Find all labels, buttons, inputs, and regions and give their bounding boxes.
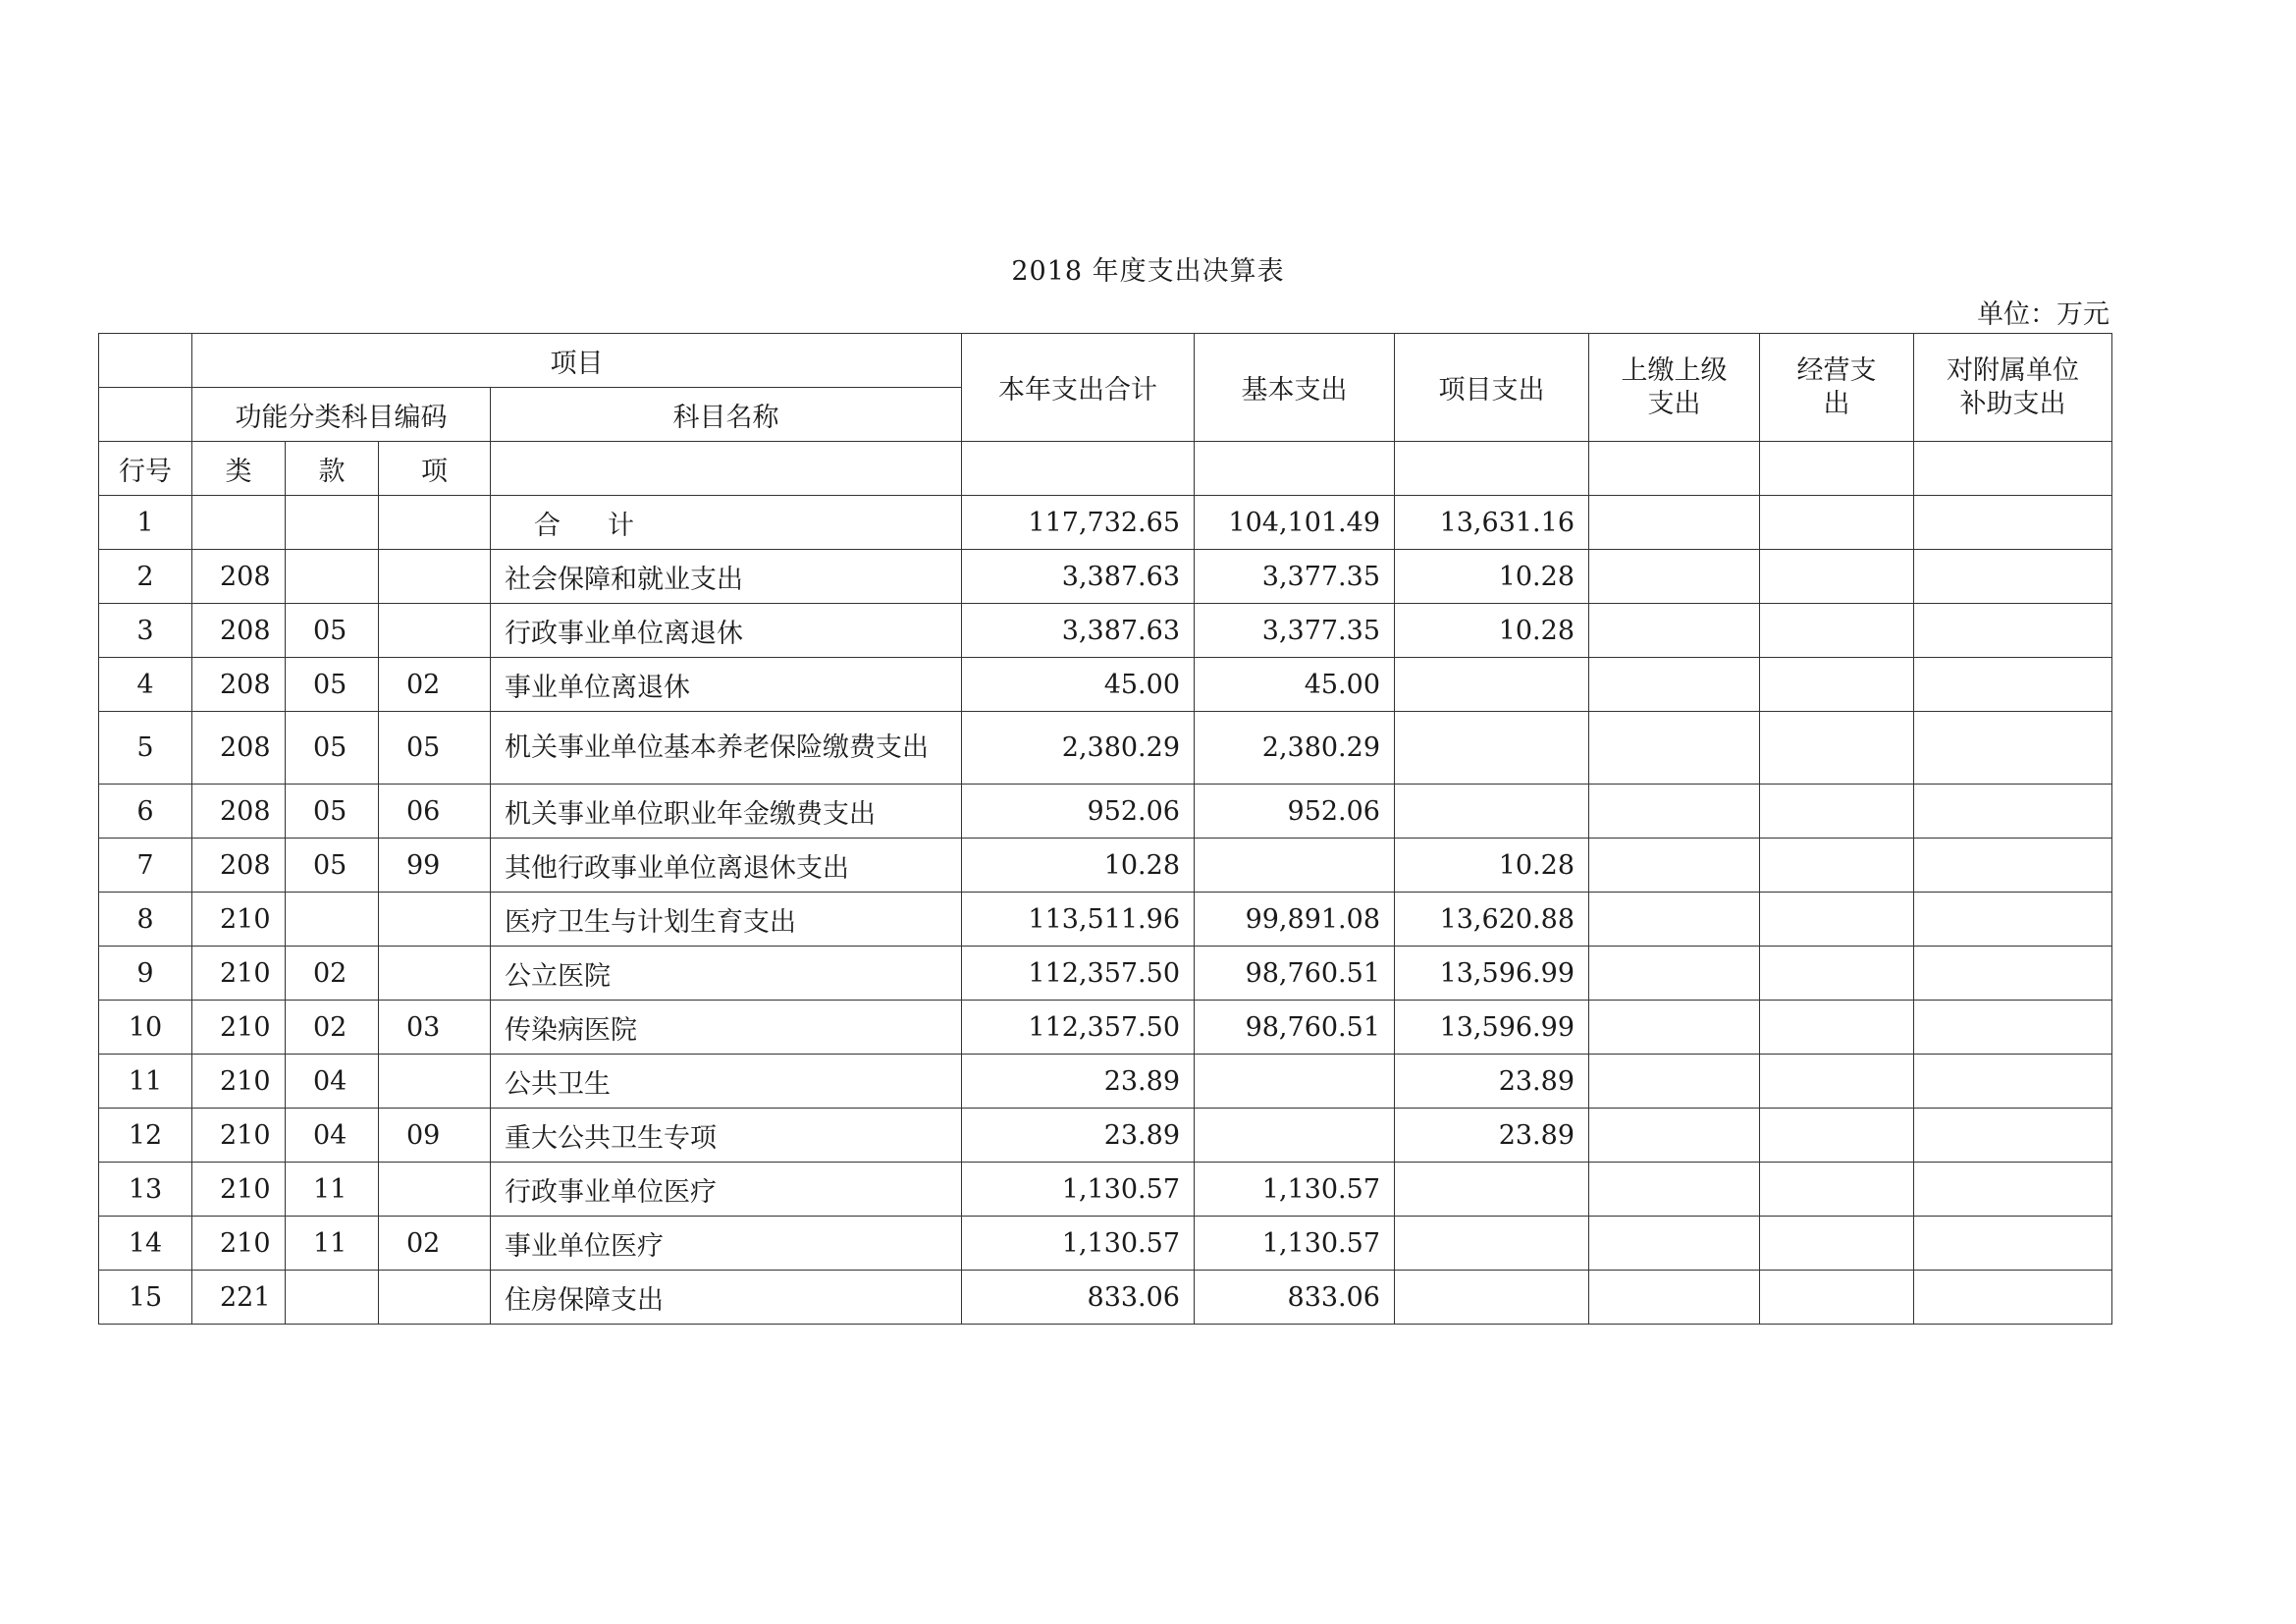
basic-cell: 1,130.57: [1195, 1163, 1395, 1217]
header-total: 本年支出合计: [962, 334, 1195, 442]
upper-cell: [1589, 893, 1760, 947]
basic-cell: [1195, 1055, 1395, 1109]
basic-cell: 1,130.57: [1195, 1217, 1395, 1271]
kuan-cell: 05: [286, 604, 379, 658]
project-cell: 23.89: [1395, 1109, 1589, 1163]
total-cell: 23.89: [962, 1055, 1195, 1109]
lei-cell: 208: [192, 712, 286, 785]
lei-cell: 210: [192, 1001, 286, 1055]
upper-cell: [1589, 550, 1760, 604]
expenditure-table: [98, 333, 2112, 1325]
xiang-cell: 06: [379, 785, 491, 839]
subsidy-cell: [1914, 1109, 2112, 1163]
lei-cell: [192, 496, 286, 550]
total-cell: 113,511.96: [962, 893, 1195, 947]
table-row: [99, 658, 2112, 712]
row-number-cell: 1: [99, 496, 192, 550]
lei-cell: 210: [192, 947, 286, 1001]
total-cell: 833.06: [962, 1271, 1195, 1325]
header-xiang: 项: [379, 442, 491, 496]
lei-cell: 210: [192, 1217, 286, 1271]
subsidy-cell: [1914, 947, 2112, 1001]
business-cell: [1760, 1271, 1914, 1325]
xiang-cell: 99: [379, 839, 491, 893]
business-cell: [1760, 496, 1914, 550]
header-row-1: [99, 334, 2112, 388]
subject-name-cell: 机关事业单位基本养老保险缴费支出: [491, 712, 962, 785]
project-cell: [1395, 1271, 1589, 1325]
basic-cell: 98,760.51: [1195, 1001, 1395, 1055]
business-cell: [1760, 785, 1914, 839]
xiang-cell: [379, 893, 491, 947]
total-cell: 1,130.57: [962, 1163, 1195, 1217]
basic-cell: 952.06: [1195, 785, 1395, 839]
kuan-cell: 02: [286, 947, 379, 1001]
subsidy-cell: [1914, 1217, 2112, 1271]
header-empty: [1760, 442, 1914, 496]
basic-cell: 3,377.35: [1195, 604, 1395, 658]
project-cell: 13,596.99: [1395, 947, 1589, 1001]
row-number-cell: 12: [99, 1109, 192, 1163]
header-func-code: 功能分类科目编码: [192, 388, 491, 442]
project-cell: [1395, 785, 1589, 839]
kuan-cell: 04: [286, 1109, 379, 1163]
row-number-cell: 15: [99, 1271, 192, 1325]
kuan-cell: [286, 1271, 379, 1325]
upper-cell: [1589, 947, 1760, 1001]
subject-name-cell: 公立医院: [491, 947, 962, 1001]
project-cell: [1395, 658, 1589, 712]
header-subject-name: 科目名称: [491, 388, 962, 442]
basic-cell: 45.00: [1195, 658, 1395, 712]
header-empty: [491, 442, 962, 496]
upper-cell: [1589, 1217, 1760, 1271]
basic-cell: 833.06: [1195, 1271, 1395, 1325]
project-cell: [1395, 1217, 1589, 1271]
total-cell: 10.28: [962, 839, 1195, 893]
business-cell: [1760, 658, 1914, 712]
row-number-cell: 10: [99, 1001, 192, 1055]
total-cell: 45.00: [962, 658, 1195, 712]
project-cell: 23.89: [1395, 1055, 1589, 1109]
subsidy-cell: [1914, 839, 2112, 893]
lei-cell: 208: [192, 658, 286, 712]
subsidy-cell: [1914, 496, 2112, 550]
total-cell: 117,732.65: [962, 496, 1195, 550]
subsidy-cell: [1914, 1001, 2112, 1055]
upper-cell: [1589, 1055, 1760, 1109]
basic-cell: 98,760.51: [1195, 947, 1395, 1001]
upper-cell: [1589, 1163, 1760, 1217]
upper-cell: [1589, 1109, 1760, 1163]
table-row: [99, 1109, 2112, 1163]
xiang-cell: [379, 496, 491, 550]
upper-cell: [1589, 1271, 1760, 1325]
project-cell: [1395, 1163, 1589, 1217]
table-row: [99, 604, 2112, 658]
business-cell: [1760, 1109, 1914, 1163]
subject-name-cell: 事业单位离退休: [491, 658, 962, 712]
header-kuan: 款: [286, 442, 379, 496]
business-cell: [1760, 839, 1914, 893]
header-empty: [1589, 442, 1760, 496]
total-cell: 112,357.50: [962, 1001, 1195, 1055]
row-number-cell: 5: [99, 712, 192, 785]
project-cell: 10.28: [1395, 604, 1589, 658]
xiang-cell: 02: [379, 1217, 491, 1271]
xiang-cell: [379, 1271, 491, 1325]
project-cell: 10.28: [1395, 550, 1589, 604]
business-cell: [1760, 1055, 1914, 1109]
header-subsidy: 对附属单位 补助支出: [1914, 334, 2112, 442]
xiang-cell: [379, 1163, 491, 1217]
header-basic: 基本支出: [1195, 334, 1395, 442]
subject-name-cell: 医疗卫生与计划生育支出: [491, 893, 962, 947]
table-row: [99, 893, 2112, 947]
lei-cell: 210: [192, 1109, 286, 1163]
basic-cell: 99,891.08: [1195, 893, 1395, 947]
business-cell: [1760, 1001, 1914, 1055]
kuan-cell: [286, 550, 379, 604]
business-cell: [1760, 1217, 1914, 1271]
subsidy-cell: [1914, 712, 2112, 785]
subsidy-cell: [1914, 550, 2112, 604]
upper-cell: [1589, 658, 1760, 712]
row-number-cell: 11: [99, 1055, 192, 1109]
header-project-exp: 项目支出: [1395, 334, 1589, 442]
kuan-cell: [286, 893, 379, 947]
lei-cell: 210: [192, 893, 286, 947]
row-number-cell: 13: [99, 1163, 192, 1217]
header-row-3: [99, 442, 2112, 496]
basic-cell: [1195, 839, 1395, 893]
kuan-cell: 05: [286, 839, 379, 893]
subsidy-cell: [1914, 1055, 2112, 1109]
header-business: 经营支 出: [1760, 334, 1914, 442]
table-row: [99, 1001, 2112, 1055]
subject-name-cell: 行政事业单位离退休: [491, 604, 962, 658]
project-cell: 13,631.16: [1395, 496, 1589, 550]
business-cell: [1760, 712, 1914, 785]
business-cell: [1760, 947, 1914, 1001]
upper-cell: [1589, 1001, 1760, 1055]
total-cell: 1,130.57: [962, 1217, 1195, 1271]
upper-cell: [1589, 496, 1760, 550]
upper-cell: [1589, 712, 1760, 785]
row-number-cell: 8: [99, 893, 192, 947]
row-number-cell: 6: [99, 785, 192, 839]
xiang-cell: [379, 947, 491, 1001]
total-cell: 112,357.50: [962, 947, 1195, 1001]
header-project: 项目: [192, 334, 962, 388]
lei-cell: 208: [192, 604, 286, 658]
page-title: 2018 年度支出决算表: [1011, 256, 1285, 287]
subject-name-cell: 社会保障和就业支出: [491, 550, 962, 604]
table-row: [99, 1217, 2112, 1271]
business-cell: [1760, 604, 1914, 658]
xiang-cell: 03: [379, 1001, 491, 1055]
table-row: [99, 1055, 2112, 1109]
subject-name-cell: 机关事业单位职业年金缴费支出: [491, 785, 962, 839]
subsidy-cell: [1914, 658, 2112, 712]
project-cell: 13,596.99: [1395, 1001, 1589, 1055]
basic-cell: 2,380.29: [1195, 712, 1395, 785]
basic-cell: 104,101.49: [1195, 496, 1395, 550]
subject-name-cell: 行政事业单位医疗: [491, 1163, 962, 1217]
header-empty: [1195, 442, 1395, 496]
table-row: [99, 947, 2112, 1001]
table-row: [99, 550, 2112, 604]
subject-name-cell: 合计: [491, 496, 962, 550]
subsidy-cell: [1914, 1163, 2112, 1217]
subsidy-cell: [1914, 604, 2112, 658]
xiang-cell: [379, 1055, 491, 1109]
row-number-cell: 2: [99, 550, 192, 604]
header-empty: [1395, 442, 1589, 496]
table-row: [99, 1163, 2112, 1217]
header-row-no: 行号: [99, 442, 192, 496]
table-row: [99, 839, 2112, 893]
upper-cell: [1589, 839, 1760, 893]
row-number-cell: 7: [99, 839, 192, 893]
kuan-cell: [286, 496, 379, 550]
kuan-cell: 11: [286, 1217, 379, 1271]
kuan-cell: 04: [286, 1055, 379, 1109]
kuan-cell: 05: [286, 658, 379, 712]
xiang-cell: 05: [379, 712, 491, 785]
table-row: [99, 785, 2112, 839]
project-cell: 13,620.88: [1395, 893, 1589, 947]
total-cell: 952.06: [962, 785, 1195, 839]
row-number-cell: 14: [99, 1217, 192, 1271]
subject-name-cell: 公共卫生: [491, 1055, 962, 1109]
subsidy-cell: [1914, 893, 2112, 947]
row-number-cell: 4: [99, 658, 192, 712]
xiang-cell: [379, 550, 491, 604]
total-cell: 3,387.63: [962, 604, 1195, 658]
row-number-cell: 3: [99, 604, 192, 658]
kuan-cell: 02: [286, 1001, 379, 1055]
lei-cell: 221: [192, 1271, 286, 1325]
header-upper: 上缴上级 支出: [1589, 334, 1760, 442]
project-cell: [1395, 712, 1589, 785]
total-cell: 23.89: [962, 1109, 1195, 1163]
table-row: [99, 496, 2112, 550]
lei-cell: 208: [192, 785, 286, 839]
table-row: [99, 1271, 2112, 1325]
xiang-cell: 09: [379, 1109, 491, 1163]
subject-name-cell: 重大公共卫生专项: [491, 1109, 962, 1163]
xiang-cell: 02: [379, 658, 491, 712]
lei-cell: 208: [192, 550, 286, 604]
subsidy-cell: [1914, 785, 2112, 839]
subject-name-cell: 其他行政事业单位离退休支出: [491, 839, 962, 893]
upper-cell: [1589, 785, 1760, 839]
subject-name-cell: 传染病医院: [491, 1001, 962, 1055]
upper-cell: [1589, 604, 1760, 658]
row-number-cell: 9: [99, 947, 192, 1001]
header-empty: [962, 442, 1195, 496]
subject-name-cell: 事业单位医疗: [491, 1217, 962, 1271]
header-lei: 类: [192, 442, 286, 496]
subsidy-cell: [1914, 1271, 2112, 1325]
lei-cell: 210: [192, 1055, 286, 1109]
business-cell: [1760, 893, 1914, 947]
subject-name-cell: 住房保障支出: [491, 1271, 962, 1325]
unit-label: 单位：万元: [1977, 299, 2109, 330]
header-blank-cell: [99, 388, 192, 442]
total-cell: 3,387.63: [962, 550, 1195, 604]
basic-cell: 3,377.35: [1195, 550, 1395, 604]
business-cell: [1760, 1163, 1914, 1217]
kuan-cell: 05: [286, 712, 379, 785]
lei-cell: 210: [192, 1163, 286, 1217]
xiang-cell: [379, 604, 491, 658]
lei-cell: 208: [192, 839, 286, 893]
header-empty: [1914, 442, 2112, 496]
total-cell: 2,380.29: [962, 712, 1195, 785]
kuan-cell: 11: [286, 1163, 379, 1217]
table-row: [99, 712, 2112, 785]
header-blank-cell: [99, 334, 192, 388]
project-cell: 10.28: [1395, 839, 1589, 893]
business-cell: [1760, 550, 1914, 604]
basic-cell: [1195, 1109, 1395, 1163]
kuan-cell: 05: [286, 785, 379, 839]
